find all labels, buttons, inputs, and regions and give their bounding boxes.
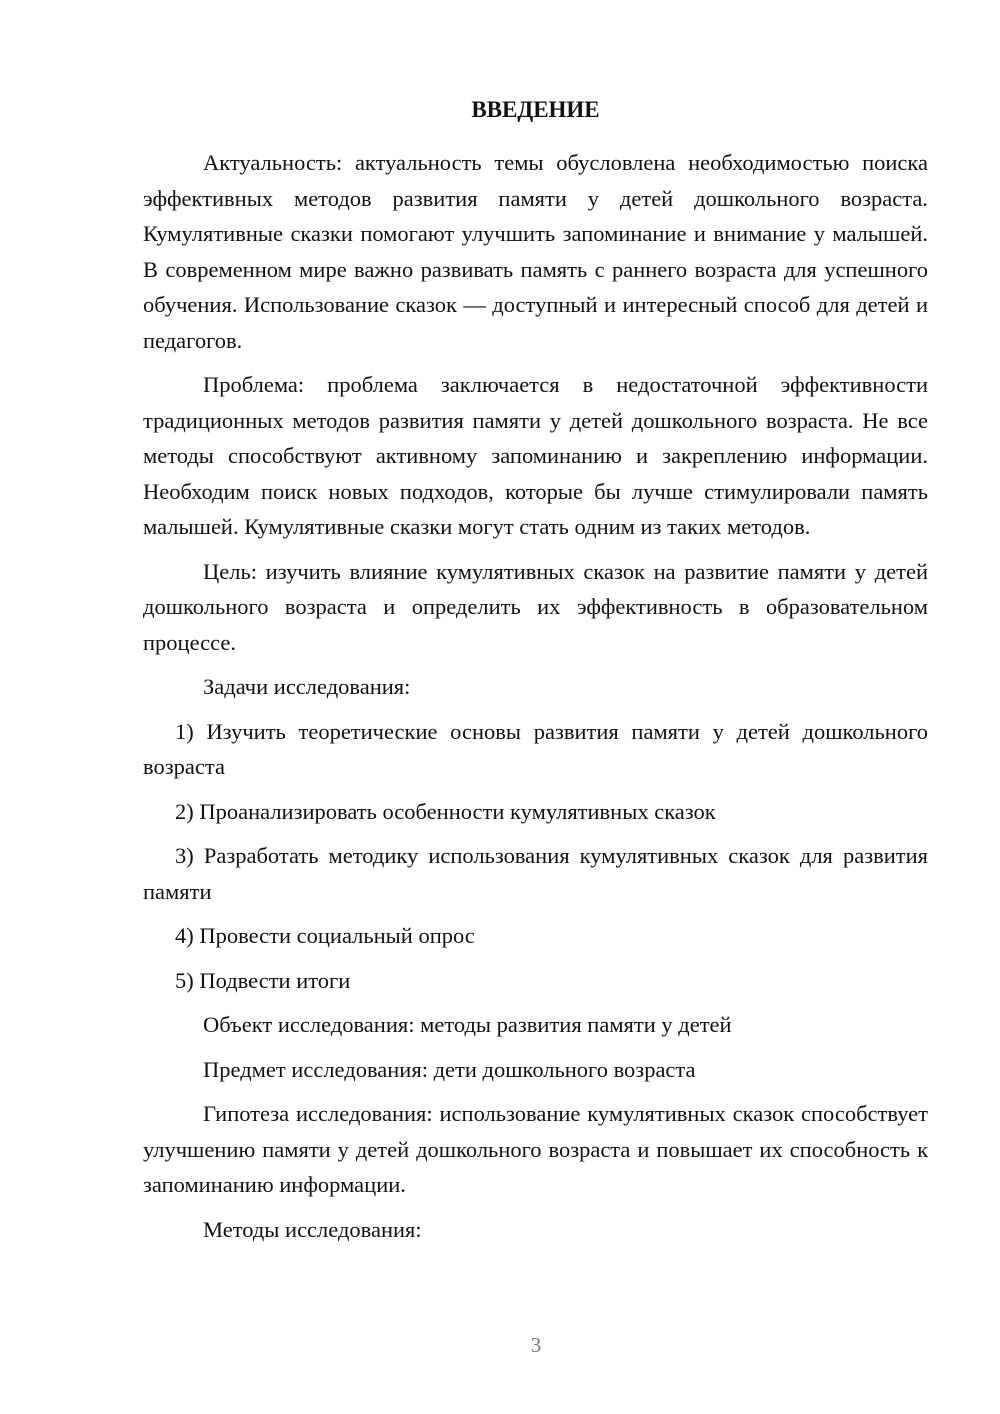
methods-paragraph: Методы исследования: <box>203 1216 422 1242</box>
document-page <box>143 95 928 1256</box>
task-item: 3) Разработать методику использования кумулятивных сказок для развития памяти <box>143 843 928 904</box>
tasks-heading: Задачи исследования: <box>203 674 411 699</box>
page-number: 3 <box>530 1333 542 1357</box>
task-item: 2) Проанализировать особенности кумулятивных сказок <box>175 798 716 824</box>
problem-paragraph: Проблема: проблема заключается в недостаточной эффективности традиционных методов развития памяти у детей дошкольного возраста. Не все методы способствуют активному запоминанию и закреплению информации. Необходим поиск новых подходов, которые бы лучше стимулировали память малышей. Кумулятивные сказки могут стать одним из таких методов. <box>143 372 928 539</box>
task-item: 4) Провести социальный опрос <box>175 923 475 948</box>
relevance-paragraph: Актуальность: актуальность темы обусловлена необходимостью поиска эффективных методов развития памяти у детей дошкольного возраста. Кумулятивные сказки помогают улучшить запоминание и внимание у малышей. В современном мире важно развивать память с раннего возраста для успешного обучения. Использование сказок — доступный и интересный способ для детей и педагогов. <box>143 150 928 353</box>
task-item: 5) Подвести итоги <box>175 967 351 993</box>
task-item: 1) Изучить теоретические основы развития памяти у детей дошкольного возраста <box>143 718 928 779</box>
hypothesis-paragraph: Гипотеза исследования: использование кумулятивных сказок способствует улучшению памяти у детей дошкольного возраста и повышает их способность к запоминанию информации. <box>143 1101 928 1197</box>
subject-paragraph: Предмет исследования: дети дошкольного возраста <box>203 1056 696 1082</box>
section-title: ВВЕДЕНИЕ <box>471 97 600 122</box>
object-paragraph: Объект исследования: методы развития памяти у детей <box>203 1012 732 1037</box>
goal-paragraph: Цель: изучить влияние кумулятивных сказок на развитие памяти у детей дошкольного возраста и определить их эффективность в образовательном процессе. <box>143 558 928 655</box>
